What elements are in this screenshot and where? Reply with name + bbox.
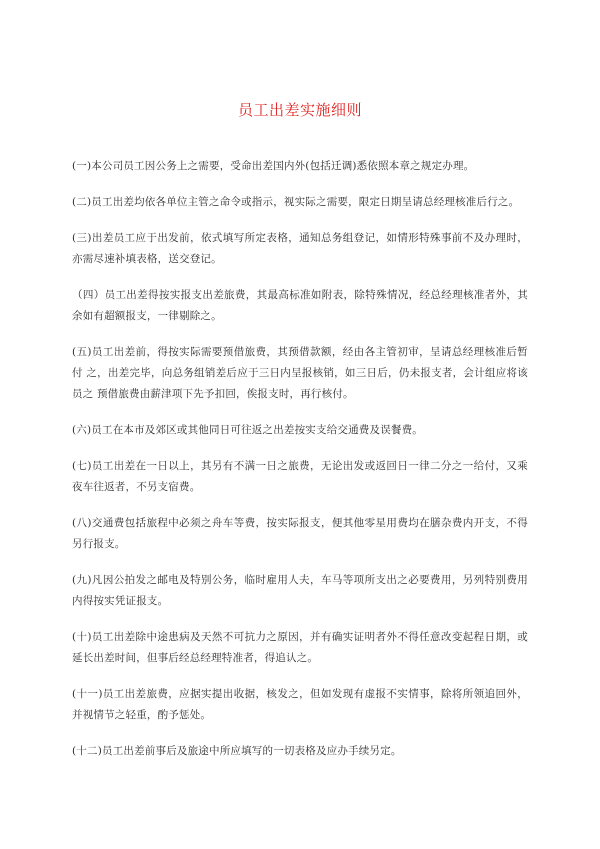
clause-5: (五)员工出差前，得按实际需要预借旅费，其预借款额，经由各主管初审，呈请总经理核准后暂付 之，出差完毕，向总务组销差后应于三日内呈报核销，如三日后，仍未报支者，会计组应将该员之 预借旅费由薪津项下先予扣回，俟报支时，再行核付。 — [72, 346, 528, 400]
clause-9: (九)凡因公拍发之邮电及特别公务，临时雇用人夫，车马等项所支出之必要费用，另列特别费用内得按实凭证报支。 — [72, 574, 528, 607]
page-title: 员工出差实施细则 — [237, 101, 362, 119]
clause-list — [72, 156, 528, 777]
clause-4: （四）员工出差得按实报支出差旅费，其最高标准如附表，除特殊情况，经总经理核准者外，其余如有超额报支，一律剔除之。 — [72, 289, 528, 322]
clause-3: (三)出差员工应于出发前，依式填写所定表格，通知总务组登记，如情形特殊事前不及办理时，亦需尽速补填表格，送交登记。 — [72, 232, 528, 265]
clause-6: (六)员工在本市及郊区或其他同日可往返之出差按实支给交通费及误餐费。 — [72, 424, 423, 436]
clause-11: (十一)员工出差旅费，应据实提出收据，核发之，但如发现有虚报不实情事，除将所领追回外，并视情节之轻重，酌予惩处。 — [72, 688, 528, 721]
clause-10: (十)员工出差除中途患病及天然不可抗力之原因，并有确实证明者外不得任意改变起程日期，或延长出差时间，但事后经总经理特准者，得追认之。 — [72, 631, 528, 664]
clause-8: (八)交通费包括旅程中必须之舟车等费，按实际报支，便其他零星用费均在膳杂费内开支，不得另行报支。 — [72, 517, 528, 550]
clause-1: (一)本公司员工因公务上之需要，受命出差国内外(包括迁调)悉依照本章之规定办理。 — [72, 160, 475, 172]
clause-2: (二)员工出差均依各单位主管之命令或指示，视实际之需要，限定日期呈请总经理核准后行之。 — [72, 196, 520, 208]
clause-7: (七)员工出差在一日以上，其另有不满一日之旅费，无论出发或返回日一律二分之一给付，又乘夜车往返者，不另支宿费。 — [72, 460, 528, 493]
clause-12: (十二)员工出差前事后及旅途中所应填写的一切表格及应办手续另定。 — [72, 745, 402, 757]
